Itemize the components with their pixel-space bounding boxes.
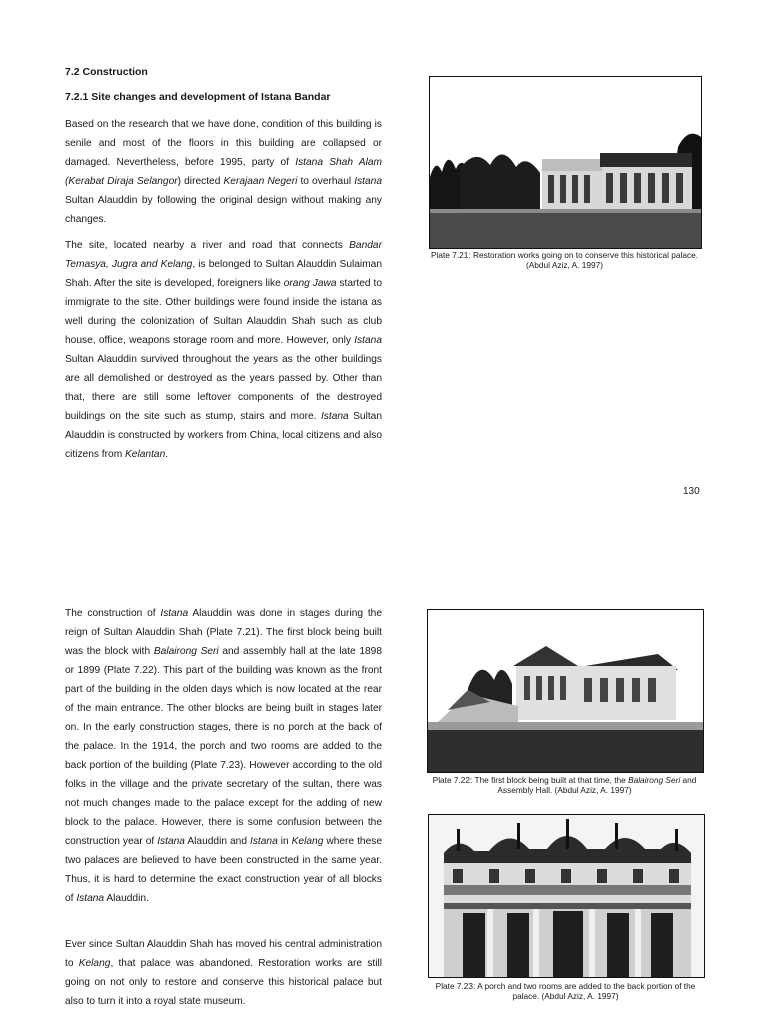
paragraph-site-condition	[65, 115, 382, 229]
italic-term: Istana	[160, 608, 189, 619]
text-run: .	[165, 449, 169, 460]
paragraph-construction-stages	[65, 604, 382, 908]
text-run: and assembly hall at the late 1898 or 1899 (Plate 7.22). This part of the building was known as the front part of the building in the olden days which is now located at the rear of the main entrance. The other blocks are being built in stages later on. In the early construction stages, there is no porch at the back of the palace. In the 1914, the porch and two rooms are added to the back portion of the building (Plate 7.23). However according to the old folks in the village and the private secretary of the sultan, there was not much changes made to the palace except for the adding of new block to the palace. However, there is some confusion between the construction year of	[65, 646, 382, 847]
text-run: , is belonged to Sultan Alauddin Sulaiman Shah. After the site is developed, foreigners like	[65, 259, 382, 289]
page-number: 130	[683, 486, 700, 497]
text-run: The construction of	[65, 608, 161, 619]
plate-7-23-photo	[428, 814, 705, 978]
text-run: started to immigrate to the site. Other buildings were found inside the istana as well during the colonization of Sultan Alauddin Shah such as club house, office, weapons storage room and more. However, only	[65, 278, 382, 346]
section-heading: 7.2 Construction	[65, 66, 148, 78]
italic-term: Istana	[354, 335, 382, 346]
plate-7-22-photo	[427, 609, 704, 773]
italic-term: Istana	[249, 836, 278, 847]
text-run: Plate 7.23: A porch and two rooms are added to the back portion of the palace. (Abdul Aziz, A. 1997)	[435, 981, 696, 1001]
text-run: Plate 7.21: Restoration works going on to conserve this historical palace. (Abdul Aziz, A. 1997)	[430, 250, 699, 270]
italic-term: Kelantan	[125, 449, 166, 460]
caption-plate-7-22	[427, 775, 702, 795]
italic-term: orang Jawa	[283, 278, 337, 289]
paragraph-abandonment	[65, 935, 382, 1011]
text-run: Sultan Alauddin is constructed by workers from China, local citizens and also citizens from	[65, 411, 383, 460]
italic-term: Istana	[157, 836, 185, 847]
italic-term: Istana	[76, 893, 105, 904]
text-run: , that palace was abandoned. Restoration works are still going on not only to restore and conserve this historical palace but also to turn it into a royal state museum.	[65, 958, 382, 1007]
text-run: to overhaul	[297, 176, 355, 187]
text-run: Alauddin was done in stages during the reign of Sultan Alauddin Shah (Plate 7.21). The first block being built was the block with	[65, 608, 382, 657]
italic-term: Bandar Temasya, Jugra and Kelang	[65, 240, 382, 270]
text-run: Based on the research that we have done, condition of this building is senile and most of the floors in this building are collapsed or damaged. Nevertheless, before 1995, party of	[65, 119, 382, 168]
text-run: and Assembly Hall. (Abdul Aziz, A. 1997)	[497, 775, 697, 795]
italic-term: Istana	[320, 411, 349, 422]
text-run: Sultan Alauddin by following the original design without making any changes.	[65, 195, 382, 225]
subsection-heading: 7.2.1 Site changes and development of Istana Bandar	[65, 91, 331, 103]
italic-term: Kerajaan Negeri	[223, 176, 298, 187]
plate-7-21-photo	[429, 76, 702, 249]
italic-term: Balairong Seri	[628, 775, 681, 785]
text-run: Ever since Sultan Alauddin Shah has moved his central administration to	[65, 939, 382, 969]
text-run: Alauddin.	[104, 893, 149, 904]
text-run: in	[277, 836, 292, 847]
caption-plate-7-23	[428, 981, 703, 1001]
italic-term: Balairong Seri	[153, 646, 219, 657]
italic-term: Kelang	[78, 958, 111, 969]
paragraph-site-location	[65, 236, 382, 464]
text-run: Plate 7.22: The first block being built at that time, the	[432, 775, 629, 785]
text-run: The site, located nearby a river and road that connects	[65, 240, 350, 251]
page-separator	[0, 536, 768, 564]
text-run: ) directed	[177, 176, 224, 187]
text-run: Sultan Alauddin survived throughout the years as the other buildings are all demolished or destroyed as the years passed by. Other than that, there are still some leftover components of the destroyed buildings on the site such as stump, stairs and more.	[65, 354, 382, 422]
italic-term: Kelang	[291, 836, 324, 847]
caption-plate-7-21	[429, 250, 700, 270]
text-run: Alauddin and	[184, 836, 250, 847]
italic-term: Istana	[354, 176, 382, 187]
text-run: where these two palaces are believed to have been constructed in the same year. Thus, it is hard to determine the exact construction year of all blocks of	[65, 836, 383, 904]
italic-term: Istana Shah Alam (Kerabat Diraja Selangor	[65, 157, 382, 187]
